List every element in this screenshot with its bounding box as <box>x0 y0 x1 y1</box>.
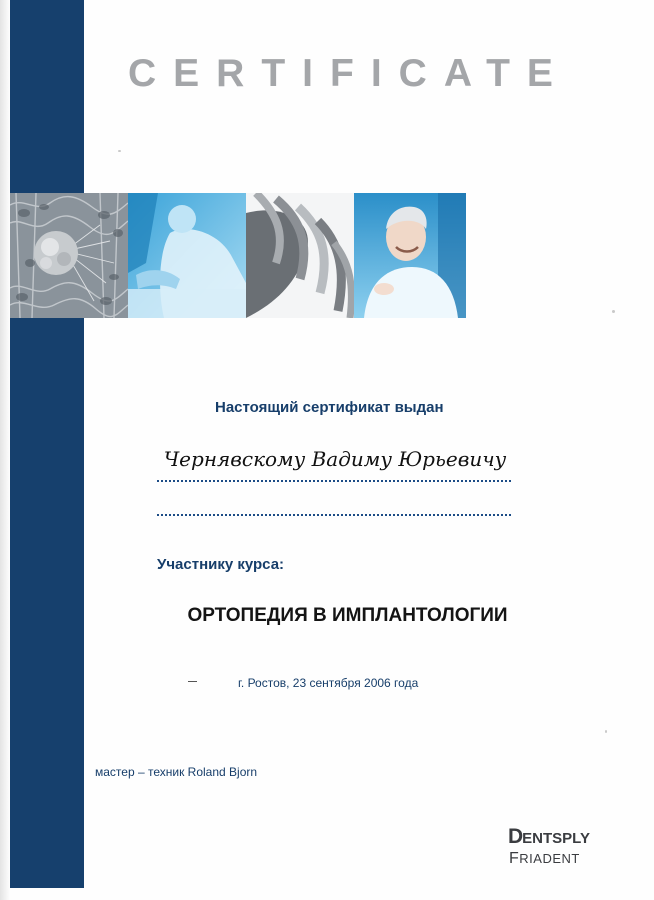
logo-dentsply-rest: ENTSPLY <box>522 830 590 847</box>
photo-implant-thread <box>246 193 354 318</box>
photo-microscopy <box>10 193 128 318</box>
course-title: ОРТОПЕДИЯ В ИМПЛАНТОЛОГИИ <box>187 605 508 626</box>
logo-friadent-initial: F <box>509 850 520 867</box>
photo-smiling-doctor <box>354 193 466 318</box>
logo-friadent <box>509 850 608 867</box>
scan-speck <box>612 310 615 313</box>
scan-speck <box>605 730 607 733</box>
logo-dentsply <box>508 826 608 850</box>
recipient-name: Чернявскому Вадиму Юрьевичу <box>163 447 507 471</box>
side-color-bar <box>10 0 84 888</box>
name-dotted-line-1 <box>157 480 511 482</box>
course-participant-label: Участнику курса: <box>157 556 285 573</box>
certificate-title: CERTIFICATE <box>128 52 570 95</box>
photo-lab-technician <box>128 193 246 318</box>
logo-dentsply-initial: D <box>508 825 523 848</box>
name-dotted-line-2 <box>157 514 511 516</box>
dentsply-friadent-logo <box>508 826 608 867</box>
pen-mark <box>188 681 197 682</box>
place-and-date: г. Ростов, 23 сентября 2006 года <box>238 676 419 690</box>
issued-to-label: Настоящий сертификат выдан <box>215 399 444 416</box>
logo-friadent-rest: RIADENT <box>519 851 580 866</box>
instructor-line: мастер – техник Roland Bjorn <box>95 765 258 779</box>
scan-edge-shade <box>0 0 10 900</box>
scan-speck <box>118 150 121 152</box>
